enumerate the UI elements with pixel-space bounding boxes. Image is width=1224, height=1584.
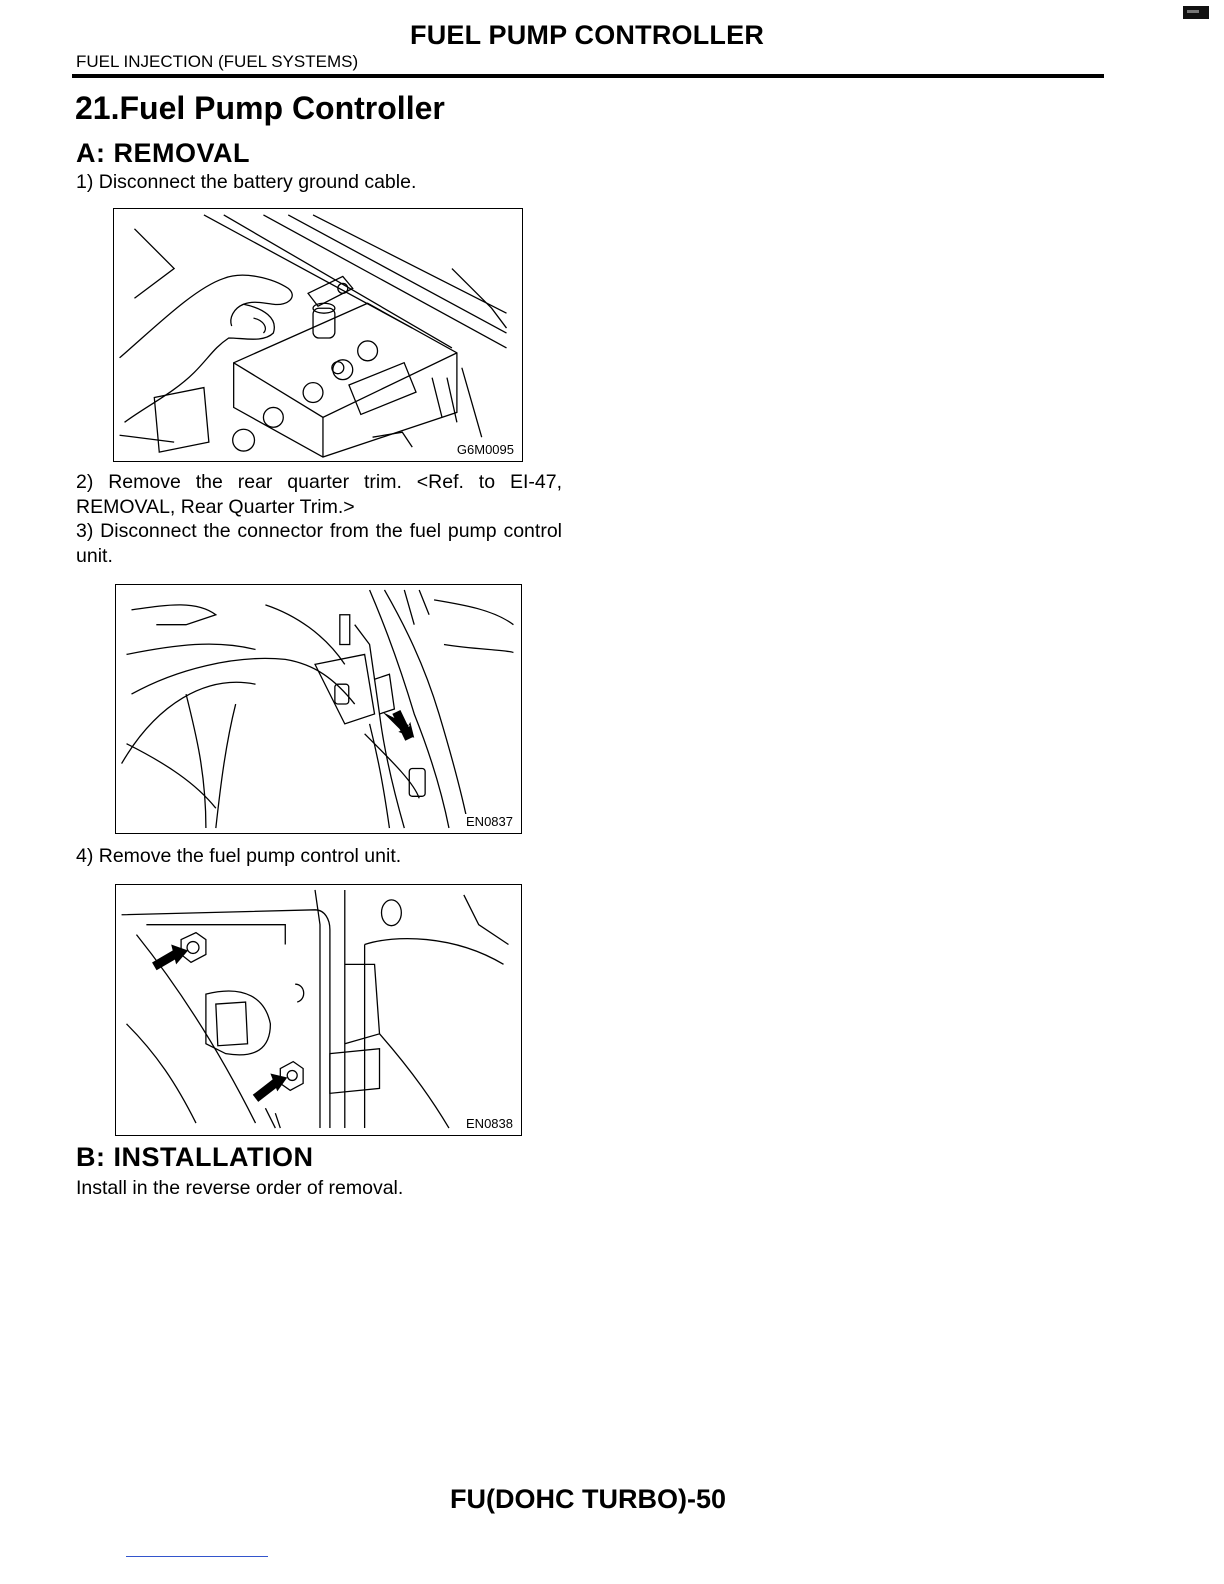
removal-heading: A: REMOVAL: [76, 138, 250, 168]
battery-illustration: [114, 209, 522, 461]
figure-control-unit: [115, 884, 522, 1136]
corner-mark: [1183, 6, 1209, 19]
installation-heading: B: INSTALLATION: [76, 1142, 314, 1172]
removal-step-2: 2) Remove the rear quarter trim. <Ref. to EI-47, REMOVAL, Rear Quarter Trim.>: [76, 471, 562, 518]
page-header-title: FUEL PUMP CONTROLLER: [410, 20, 765, 50]
page-number: FU(DOHC TURBO)-50: [450, 1484, 726, 1514]
figure-label: EN0838: [466, 1116, 513, 1131]
removal-step-1: 1) Disconnect the battery ground cable.: [76, 171, 417, 193]
figure-label: G6M0095: [456, 442, 514, 457]
figure-connector: [115, 584, 522, 834]
figure-label: EN0837: [466, 814, 513, 829]
connector-illustration: [116, 585, 521, 833]
page-header-section: FUEL INJECTION (FUEL SYSTEMS): [76, 52, 359, 71]
removal-step-4: 4) Remove the fuel pump control unit.: [76, 845, 402, 867]
removal-step-3: 3) Disconnect the connector from the fuel pump control unit.: [76, 520, 562, 567]
installation-text: Install in the reverse order of removal.: [76, 1177, 404, 1199]
section-title: 21.Fuel Pump Controller: [75, 90, 445, 126]
header-divider: [72, 74, 1104, 78]
footer-line: [126, 1556, 268, 1557]
control-unit-illustration: [116, 885, 521, 1135]
figure-battery-ground-cable: [113, 208, 523, 462]
